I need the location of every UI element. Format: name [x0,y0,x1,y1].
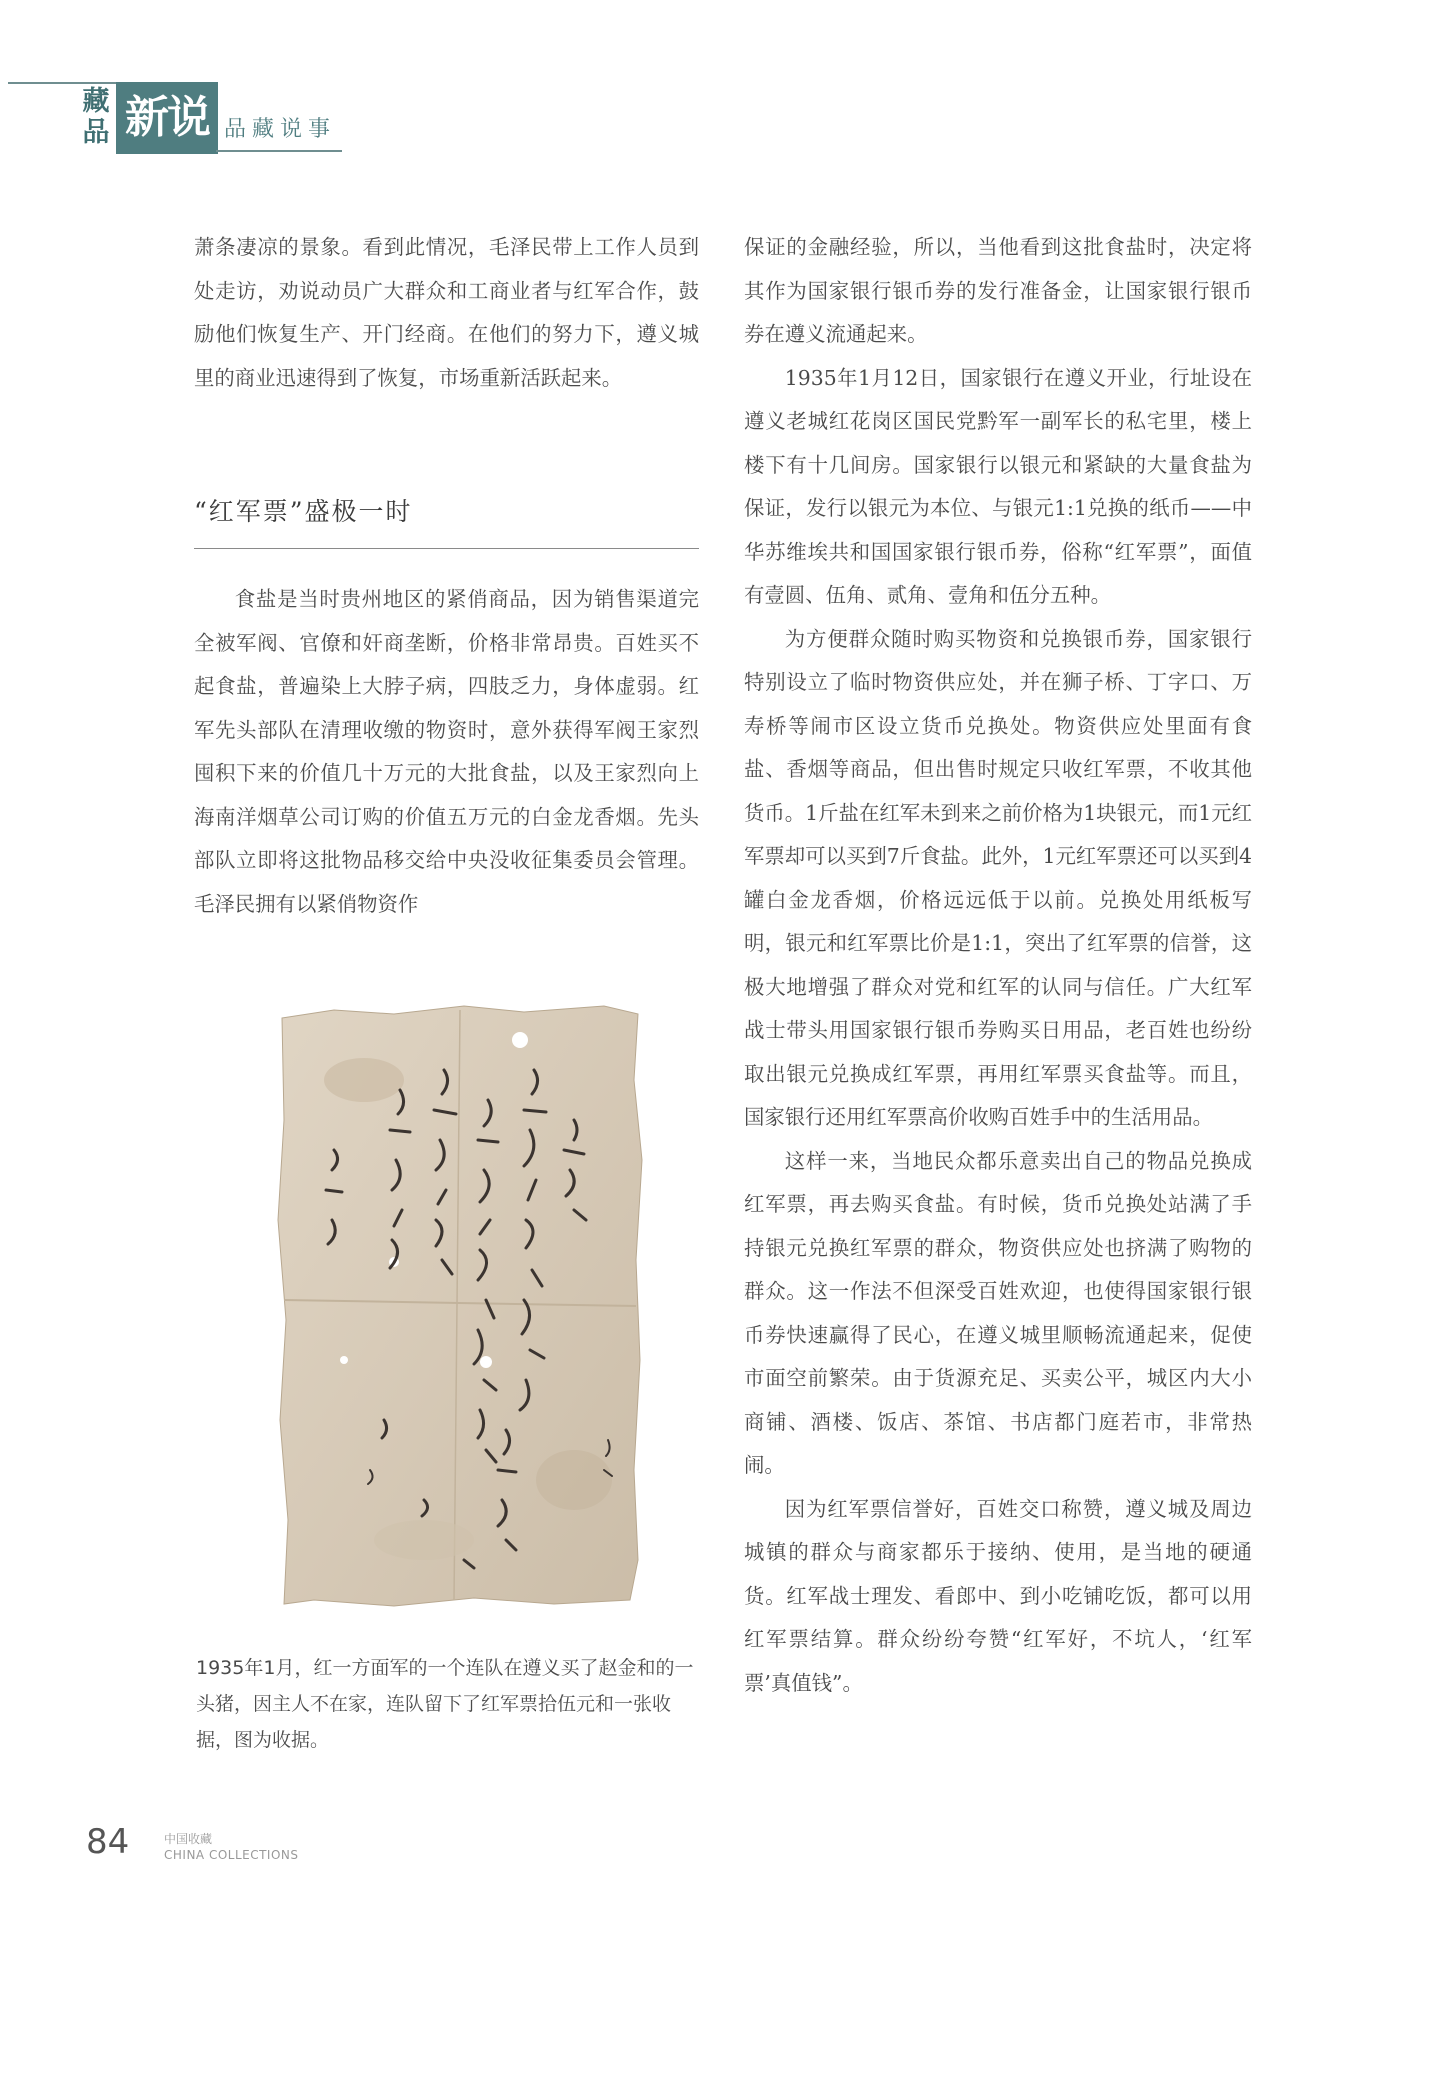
section-heading: “红军票”盛极一时 [194,497,413,526]
column-subtitle: 品藏说事 [224,117,337,142]
paragraph-salt: 食盐是当时贵州地区的紧俏商品，因为销售渠道完全被军阀、官僚和奸商垄断，价格非常昂贵。百姓买不起食盐，普遍染上大脖子病，四肢乏力，身体虚弱。红军先头部队在清理收缴的物资时，意外获得军阀王家烈囤积下来的价值几十万元的大批食盐，以及王家烈向上海南洋烟草公司订购的价值五万元的白金龙香烟。先头部队立即将这批物品移交给中央没收征集委员会管理。毛泽民拥有以紧俏物资作 [194,587,699,916]
header-rule [8,82,120,84]
paragraph-right-1: 保证的金融经验，所以，当他看到这批食盐时，决定将其作为国家银行银币券的发行准备金，让国家银行银币券在遵义流通起来。 [744,235,1252,346]
right-column [744,226,1252,1705]
page-number: 84 [86,1822,130,1862]
column-title: 新说 [116,82,218,154]
photo-caption: 1935年1月，红一方面军的一个连队在遵义买了赵金和的一头猪，因主人不在家，连队留下了红军票拾伍元和一张收据，图为收据。 [196,1657,694,1751]
left-column-top [194,226,699,400]
paragraph-right-5: 因为红军票信誉好，百姓交口称赞，遵义城及周边城镇的群众与商家都乐于接纳、使用，是当地的硬通货。红军战士理发、看郎中、到小吃铺吃饭，都可以用红军票结算。群众纷纷夸赞“红军好，不坑人，‘红军票’真值钱”。 [744,1496,1252,1695]
left-column-lower [194,578,699,926]
receipt-photo [274,1000,646,1610]
magazine-name-cn: 中国收藏 [164,1832,213,1846]
header-underline [216,150,342,152]
paragraph-right-3: 为方便群众随时购买物资和兑换银币券，国家银行特别设立了临时物资供应处，并在狮子桥、丁字口、万寿桥等闹市区设立货币兑换处。物资供应处里面有食盐、香烟等商品，但出售时规定只收红军票，不收其他货币。1斤盐在红军未到来之前价格为1块银元，而1元红军票却可以买到7斤食盐。此外，1元红军票还可以买到4罐白金龙香烟，价格远远低于以前。兑换处用纸板写明，银元和红军票比价是1:1，突出了红军票的信誉，这极大地增强了群众对党和红军的认同与信任。广大红军战士带头用国家银行银币券购买日用品，老百姓也纷纷取出银元兑换成红军票，再用红军票买食盐等。而且，国家银行还用红军票高价收购百姓手中的生活用品。 [744,626,1252,1129]
section-divider [194,548,699,549]
column-label: 藏品 [82,86,110,148]
paragraph-right-4: 这样一来，当地民众都乐意卖出自己的物品兑换成红军票，再去购买食盐。有时候，货币兑换处站满了手持银元兑换红军票的群众，物资供应处也挤满了购物的群众。这一作法不但深受百姓欢迎，也使得国家银行银币券快速赢得了民心，在遵义城里顺畅流通起来，促使市面空前繁荣。由于货源充足、买卖公平，城区内大小商铺、酒楼、饭店、茶馆、书店都门庭若市，非常热闹。 [744,1148,1252,1477]
magazine-name-en: CHINA COLLECTIONS [164,1848,299,1862]
paragraph-left-top: 萧条凄凉的景象。看到此情况，毛泽民带上工作人员到处走访，劝说动员广大群众和工商业者与红军合作，鼓励他们恢复生产、开门经商。在他们的努力下，遵义城里的商业迅速得到了恢复，市场重新活跃起来。 [194,235,699,390]
paragraph-right-2: 1935年1月12日，国家银行在遵义开业，行址设在遵义老城红花岗区国民党黔军一副军长的私宅里，楼上楼下有十几间房。国家银行以银元和紧缺的大量食盐为保证，发行以银元为本位、与银元1:1兑换的纸币——中华苏维埃共和国国家银行银币券，俗称“红军票”，面值有壹圆、伍角、贰角、壹角和伍分五种。 [744,365,1252,607]
